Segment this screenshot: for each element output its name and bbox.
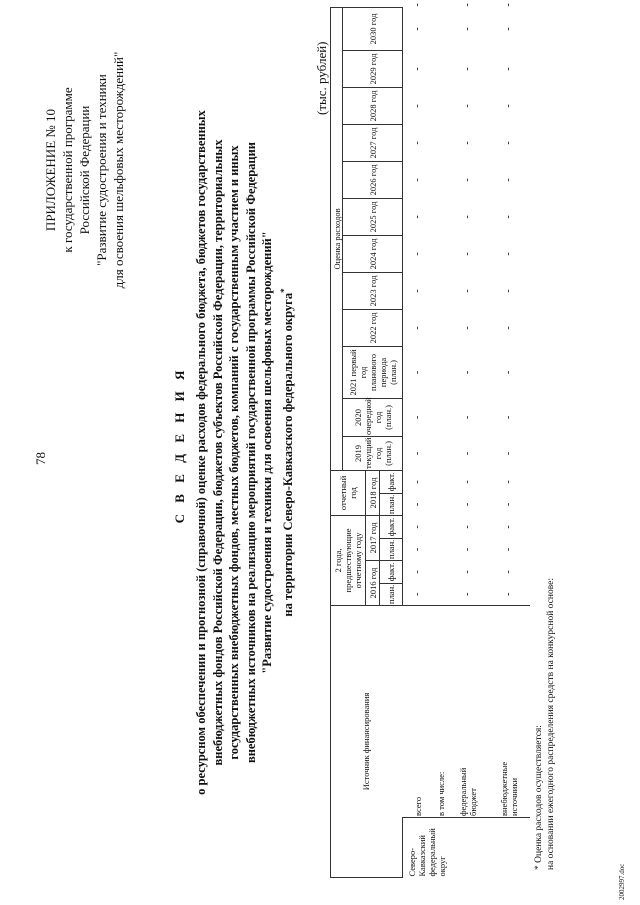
- data-cell: [433, 346, 447, 398]
- data-cell: [433, 436, 447, 470]
- row-label: федеральный бюджет: [458, 767, 479, 816]
- data-cell: [433, 235, 447, 272]
- column-2019-header: 2019 текущий год (план.): [343, 436, 403, 470]
- data-cell: -: [412, 525, 424, 529]
- appendix-line: к государственной программе: [60, 87, 75, 253]
- subtitle-line: внебюджетных источников на реализацию мероприятий государственной программы Российской Федерации: [243, 141, 258, 764]
- data-cell: [433, 470, 447, 493]
- source-header: Источник финансирования: [331, 605, 403, 877]
- footnote-marker: *: [278, 288, 289, 293]
- table-row: [433, 7, 447, 877]
- data-cell: -: [503, 178, 515, 182]
- data-cell: -: [412, 547, 424, 552]
- data-cell: -: [503, 525, 515, 529]
- data-cell: -: [412, 27, 424, 31]
- year-column-header: 2029 год: [343, 50, 403, 87]
- appendix-line: "Развитие судостроения и техники: [94, 74, 109, 266]
- data-cell: -: [462, 502, 474, 507]
- data-cell: -: [462, 451, 474, 456]
- data-cell: -: [412, 252, 424, 256]
- data-cell: -: [462, 104, 474, 108]
- data-cell: [433, 50, 447, 87]
- subtitle-line: [276, 0, 297, 905]
- data-cell: -: [412, 592, 424, 596]
- data-cell: -: [503, 480, 515, 484]
- data-cell: -: [412, 502, 424, 507]
- year-column-header: 2030 год: [343, 7, 403, 50]
- data-cell: [433, 309, 447, 346]
- data-cell: -: [503, 326, 515, 330]
- data-cell: -: [503, 27, 515, 31]
- table-row: Северо-Кавказский федеральный округ всего - - - - - - - - - - - - - - - - - - -: [402, 7, 433, 877]
- data-cell: -: [412, 104, 424, 108]
- data-cell: -: [412, 326, 424, 330]
- row-spacer: [448, 605, 489, 745]
- data-cell: -: [462, 252, 474, 256]
- data-cell: [433, 124, 447, 161]
- data-cell: -: [462, 570, 474, 574]
- year-2016-header: 2016 год: [365, 560, 379, 605]
- fact-subheader: факт.: [380, 515, 403, 538]
- data-cell: [433, 398, 447, 436]
- data-cell: -: [503, 370, 515, 375]
- year-column-header: 2025 год: [343, 198, 403, 235]
- row-label: всего: [412, 796, 423, 816]
- data-cell: -: [412, 67, 424, 71]
- year-2018-header: 2018 год: [365, 470, 379, 515]
- data-cell: [433, 198, 447, 235]
- two-years-group-header: 2 года, предшествующие отчетному году: [331, 515, 366, 605]
- data-cell: -: [412, 178, 424, 182]
- data-cell: -: [462, 67, 474, 71]
- data-cell: -: [503, 502, 515, 507]
- row-spacer: [433, 605, 447, 745]
- data-cell: -: [462, 27, 474, 31]
- estimate-group-header: Оценка расходов: [331, 7, 343, 470]
- data-cell: -: [412, 451, 424, 456]
- footnote: [533, 578, 557, 870]
- data-cell: [433, 583, 447, 605]
- data-cell: -: [503, 451, 515, 456]
- data-cell: -: [462, 592, 474, 596]
- data-cell: [433, 538, 447, 560]
- subtitle-line: о ресурсном обеспечении и прогнозной (справочной) оценке расходов федерального бюджета, бюджетов государственных: [194, 110, 208, 795]
- table-row: внебюджетные источники - - - - - - - - - - - - - - - - - - -: [489, 7, 530, 877]
- data-cell: -: [462, 370, 474, 375]
- data-cell: -: [503, 570, 515, 574]
- units-label: (тыс. рублей): [314, 41, 329, 115]
- financing-table: [330, 3, 530, 878]
- year-column-header: 2022 год: [343, 309, 403, 346]
- data-cell: -: [462, 326, 474, 330]
- data-cell: [433, 272, 447, 309]
- data-cell: [433, 87, 447, 124]
- year-column-header: 2027 год: [343, 124, 403, 161]
- data-cell: [433, 493, 447, 515]
- fact-subheader: факт.: [380, 470, 403, 493]
- year-column-header: 2023 год: [343, 272, 403, 309]
- data-cell: -: [412, 141, 424, 145]
- document-subtitle: [193, 0, 296, 905]
- subtitle-region-text: на территории Северо-Кавказского федерального округа: [280, 292, 295, 617]
- subtitle-line: внебюджетных фондов Российской Федерации, бюджетов субъектов Российской Федерации, территориальных: [210, 139, 225, 766]
- data-cell: -: [412, 570, 424, 574]
- appendix-heading: [42, 20, 127, 320]
- year-column-header: 2026 год: [343, 161, 403, 198]
- document-title: С В Е Д Е Н И Я: [172, 366, 187, 524]
- data-cell: -: [462, 178, 474, 182]
- data-cell: -: [503, 141, 515, 145]
- data-cell: -: [462, 141, 474, 145]
- data-cell: -: [503, 592, 515, 596]
- appendix-line: Российской Федерации: [77, 105, 92, 235]
- appendix-line: для освоения шельфовых месторождений": [111, 51, 126, 289]
- fact-subheader: факт.: [380, 560, 403, 583]
- data-cell: -: [412, 289, 424, 293]
- row-label: в том числе:: [435, 771, 446, 816]
- row-spacer: [489, 605, 530, 745]
- row-label: внебюджетные источники: [499, 761, 520, 816]
- data-cell: [433, 560, 447, 583]
- appendix-line: ПРИЛОЖЕНИЕ № 10: [43, 108, 58, 232]
- column-2020-header: 2020 очередной год (план.): [343, 398, 403, 436]
- data-cell: -: [503, 415, 515, 420]
- plan-subheader: план.: [380, 493, 403, 515]
- data-cell: -: [462, 289, 474, 293]
- data-cell: -: [462, 525, 474, 529]
- data-cell: -: [412, 415, 424, 420]
- data-cell: -: [503, 67, 515, 71]
- row-spacer: [402, 605, 433, 745]
- data-cell: -: [412, 370, 424, 375]
- year-column-header: 2028 год: [343, 87, 403, 124]
- subtitle-line: государственных внебюджетных фондов, местных бюджетов, компаний с государственным участием и иных: [227, 145, 241, 760]
- footnote-line: * Оценка расходов осуществляется:: [534, 725, 544, 870]
- data-cell: -: [503, 252, 515, 256]
- data-cell: -: [412, 480, 424, 484]
- data-cell: -: [503, 104, 515, 108]
- plan-subheader: план.: [380, 583, 403, 605]
- year-2017-header: 2017 год: [365, 515, 379, 560]
- data-cell: -: [462, 215, 474, 219]
- plan-subheader: план.: [380, 538, 403, 560]
- data-cell: -: [412, 215, 424, 219]
- page-number: 78: [33, 452, 48, 465]
- footnote-line: на основании ежегодного распределения средств на конкурсной основе:: [546, 578, 556, 870]
- reporting-year-group-header: отчетный год: [331, 470, 366, 515]
- data-cell: -: [462, 480, 474, 484]
- region-cell: Северо-Кавказский федеральный округ: [402, 818, 530, 878]
- data-cell: [433, 7, 447, 50]
- year-column-header: 2024 год: [343, 235, 403, 272]
- data-cell: [433, 161, 447, 198]
- data-cell: -: [503, 289, 515, 293]
- data-cell: [433, 515, 447, 538]
- column-2021-header: 2021 первый год планового периода (план.): [343, 346, 403, 398]
- subtitle-line: "Развитие судостроения и техники для освоения шельфовых месторождений": [260, 231, 274, 674]
- data-cell: -: [503, 547, 515, 552]
- data-cell: -: [462, 547, 474, 552]
- table-row: федеральный бюджет - - - - - - - - - - - - - - - - - - -: [448, 7, 489, 877]
- file-identifier: 2002997.doc: [618, 863, 626, 900]
- data-cell: -: [462, 415, 474, 420]
- data-cell: -: [503, 215, 515, 219]
